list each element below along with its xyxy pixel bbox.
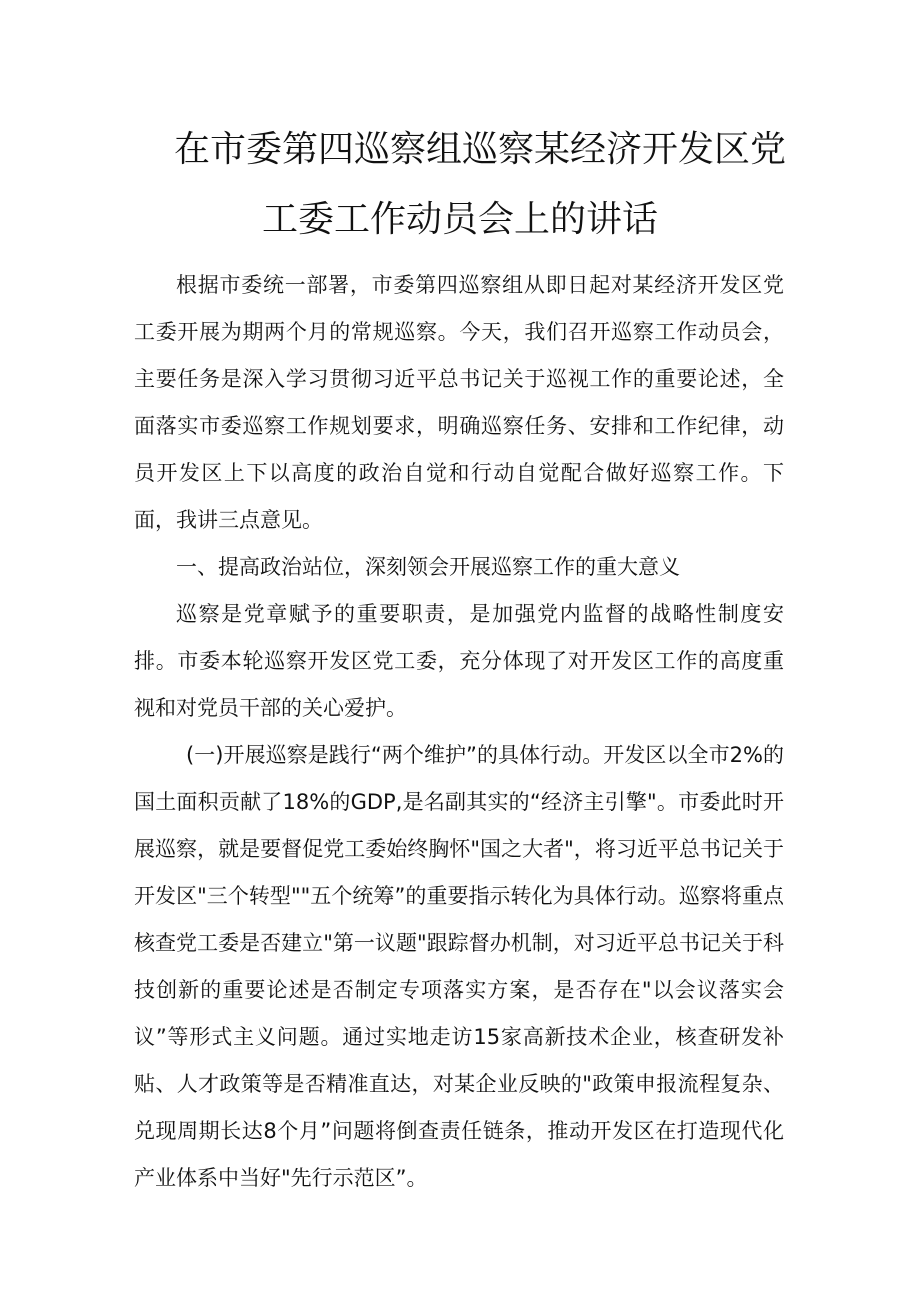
paragraph-intro: 根据市委统一部署，市委第四巡察组从即日起对某经济开发区党工委开展为期两个月的常规巡察。今天，我们召开巡察工作动员会，主要任务是深入学习贯彻习近平总书记关于巡视工作的重要论述，全面落实市委巡察工作规划要求，明确巡察任务、安排和工作纪律，动员开发区上下以高度的政治自觉和行动自觉配合做好巡察工作。下面，我讲三点意见。: [134, 273, 784, 532]
section-heading-1: 一、提高政治站位，深刻领会开展巡察工作的重大意义: [176, 555, 680, 579]
document-title-line-1: 在市委第四巡察组巡察某经济开发区党: [173, 129, 786, 170]
document-body: [134, 262, 784, 1202]
paragraph-subsection-1: (一)开展巡察是践行“两个维护”的具体行动。开发区以全市2%的国土面积贡献了18%的GDP,是名副其实的“经济主引擎"。市委此时开展巡察，就是要督促党工委始终胸怀"国之大者"，将习近平总书记关于开发区"三个转型""五个统筹”的重要指示转化为具体行动。巡察将重点核查党工委是否建立"第一议题"跟踪督办机制，对习近平总书记关于科技创新的重要论述是否制定专项落实方案，是否存在"以会议落实会议”等形式主义问题。通过实地走访15家高新技术企业，核查研发补贴、人才政策等是否精准直达，对某企业反映的"政策申报流程复杂、兑现周期长达8个月”问题将倒查责任链条，推动开发区在打造现代化产业体系中当好"先行示范区”。: [134, 743, 784, 1190]
paragraph-section-1-intro: 巡察是党章赋予的重要职责，是加强党内监督的战略性制度安排。市委本轮巡察开发区党工委，充分体现了对开发区工作的高度重视和对党员干部的关心爱护。: [134, 602, 784, 720]
document-title-line-2: 工委工作动员会上的讲话: [261, 199, 658, 240]
